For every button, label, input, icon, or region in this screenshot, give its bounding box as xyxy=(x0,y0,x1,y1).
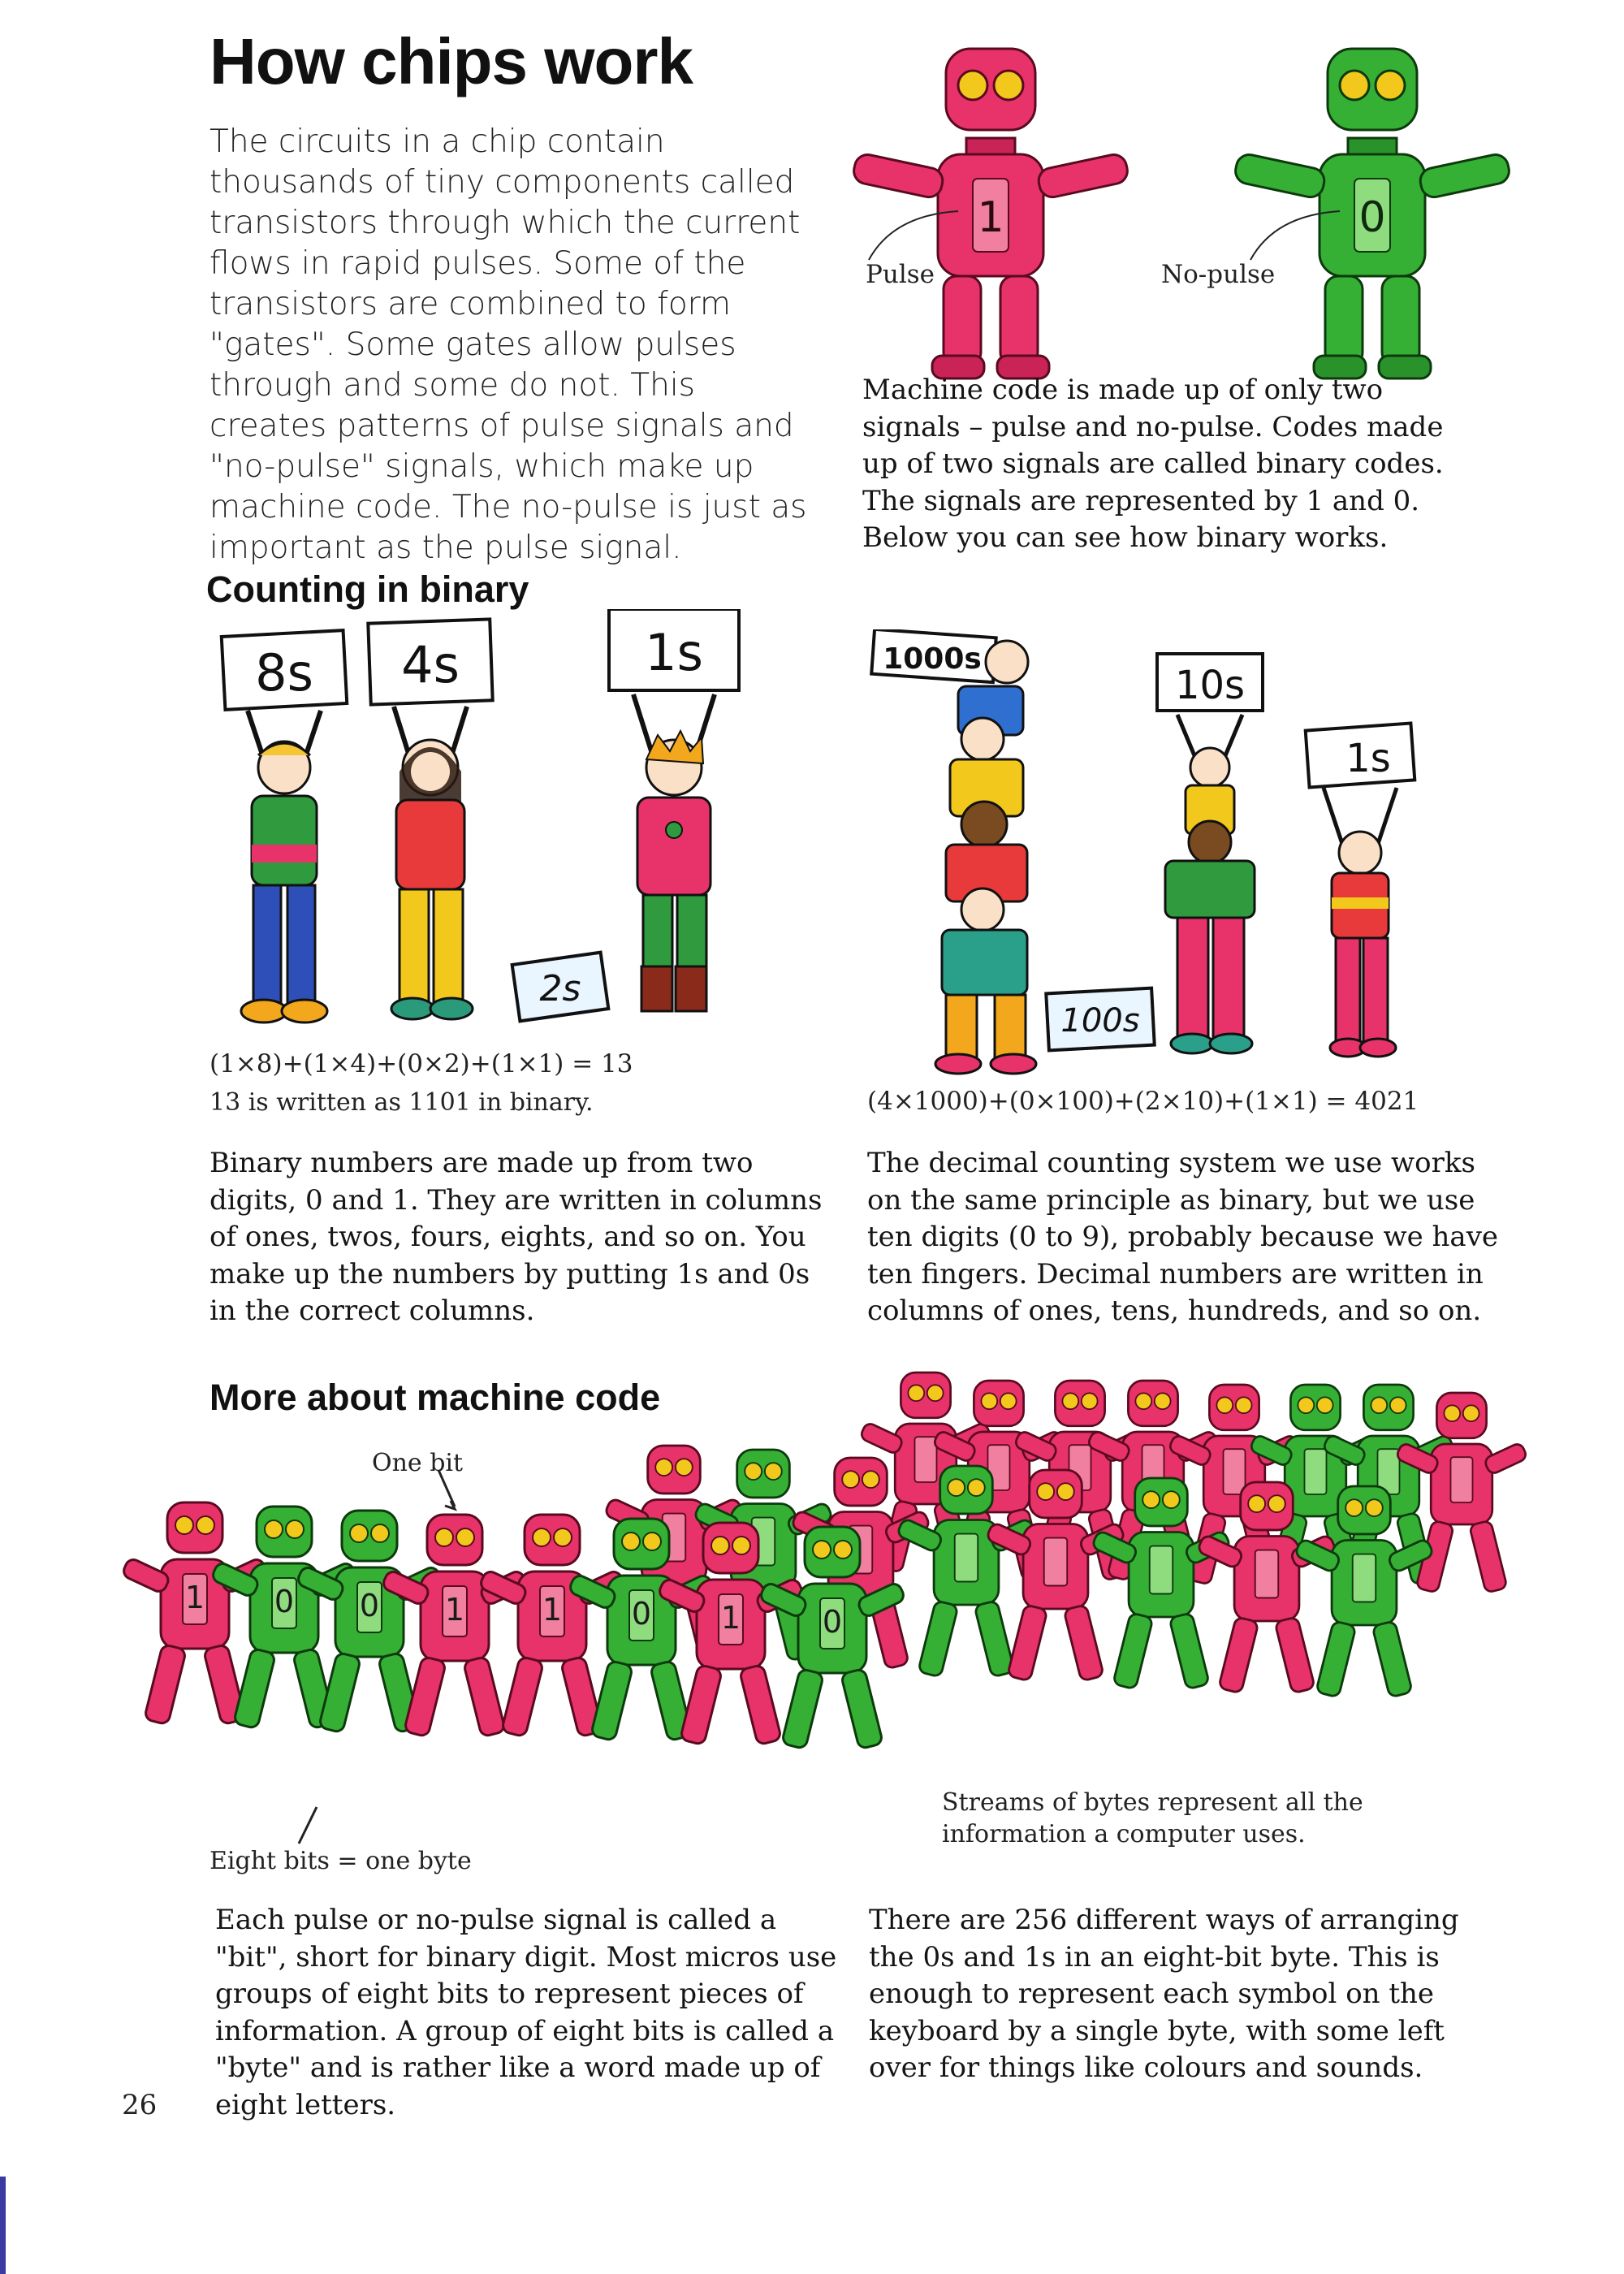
pulse-robot xyxy=(853,49,1129,378)
page-number: 26 xyxy=(122,2089,158,2121)
card-hundreds: 100s xyxy=(1060,1002,1140,1040)
bit-digit-5: 1 xyxy=(542,1592,563,1628)
bit-digit-1: 1 xyxy=(184,1580,205,1615)
byte-pointer xyxy=(299,1807,317,1844)
kid-eights xyxy=(222,630,348,1022)
card-thousands: 1000s xyxy=(883,642,982,676)
decimal-kids-illustration xyxy=(840,629,1458,1084)
binary-formula: (1×8)+(1×4)+(0×2)+(1×1) = 13 xyxy=(209,1049,633,1079)
bit-digit-3: 0 xyxy=(359,1588,380,1623)
intro-paragraph: The circuits in a chip contain thousands of tiny components called transistors through which the current flows in rapid pulses. Some of the transistors are combined to form "gates". Some gates allow pulses through and some do not. This creates patterns of pulse signals and "no-pulse" signals, which make up machine code. The no-pulse is just as important as the pulse signal. xyxy=(209,123,807,566)
kid-ones xyxy=(609,609,739,1011)
bit-digit-8: 0 xyxy=(822,1604,843,1640)
card-twos: 2s xyxy=(539,968,581,1009)
bit-digit-7: 1 xyxy=(720,1600,741,1636)
machine-code-caption: Machine code is made up of only two signals – pulse and no-pulse. Codes made up of two signals are called binary codes. The signals are represented by 1 and 0. Below you can see how binary works. xyxy=(862,374,1444,554)
counting-binary-heading: Counting in binary xyxy=(206,568,529,610)
bit-digit-2: 0 xyxy=(274,1584,295,1619)
card-hundreds-ground xyxy=(1046,988,1154,1051)
pulse-no-pulse-robots-illustration xyxy=(853,41,1543,382)
card-eights: 8s xyxy=(255,643,313,703)
no-pulse-label: No-pulse xyxy=(1161,260,1276,289)
kids-stack-thousands xyxy=(871,629,1036,1074)
streams-label: Streams of bytes represent all the information a computer uses. xyxy=(942,1788,1363,1848)
card-fours: 4s xyxy=(401,635,460,694)
card-tens: 10s xyxy=(1174,663,1246,708)
bit-byte-text: Each pulse or no-pulse signal is called a "bit", short for binary digit. Most micros use groups of eight bits to represent pieces of information. A group of eight bits is called a "byte" and is rather like a word made up of eight letters. xyxy=(215,1904,837,2121)
binary-kids-illustration xyxy=(203,609,788,1031)
byte-label: Eight bits = one byte xyxy=(209,1847,472,1875)
kids-pair-tens xyxy=(1157,654,1263,1053)
pulse-label: Pulse xyxy=(866,260,935,289)
kid-fours xyxy=(368,619,492,1019)
kid-decimal-ones xyxy=(1306,724,1415,1057)
page-title: How chips work xyxy=(209,25,693,97)
marching-robots-illustration xyxy=(81,1364,1527,1852)
page-edge-mark xyxy=(0,2177,6,2274)
card-twos-ground xyxy=(512,953,609,1022)
card-ones: 1s xyxy=(645,623,703,682)
bit-digit-6: 0 xyxy=(631,1596,652,1632)
card-decimal-ones: 1s xyxy=(1345,736,1391,781)
one-bit-pointer xyxy=(438,1470,455,1507)
one-bit-label: One bit xyxy=(372,1449,464,1477)
no-pulse-robot xyxy=(1233,49,1512,378)
no-pulse-digit: 0 xyxy=(1358,193,1386,242)
machine-code-heading: More about machine code xyxy=(209,1377,661,1418)
decimal-text: The decimal counting system we use works on the same principle as binary, but we use ten digits (0 to 9), probably because we have ten fingers. Decimal numbers are written in columns of ones, tens, hundreds, and so on. xyxy=(867,1147,1499,1327)
binary-note: 13 is written as 1101 in binary. xyxy=(209,1088,594,1117)
decimal-formula: (4×1000)+(0×100)+(2×10)+(1×1) = 4021 xyxy=(867,1087,1419,1116)
pulse-digit: 1 xyxy=(977,193,1004,242)
binary-text: Binary numbers are made up from two digits, 0 and 1. They are written in columns of ones, twos, fours, eights, and so on. You make up the numbers by putting 1s and 0s in the correct columns. xyxy=(209,1147,823,1327)
byte-combinations-text: There are 256 different ways of arranging the 0s and 1s in an eight-bit byte. This is enough to represent each symbol on the keyboard by a single byte, with some left over for things like colours and sounds. xyxy=(869,1904,1459,2084)
bit-digit-4: 1 xyxy=(444,1592,465,1628)
